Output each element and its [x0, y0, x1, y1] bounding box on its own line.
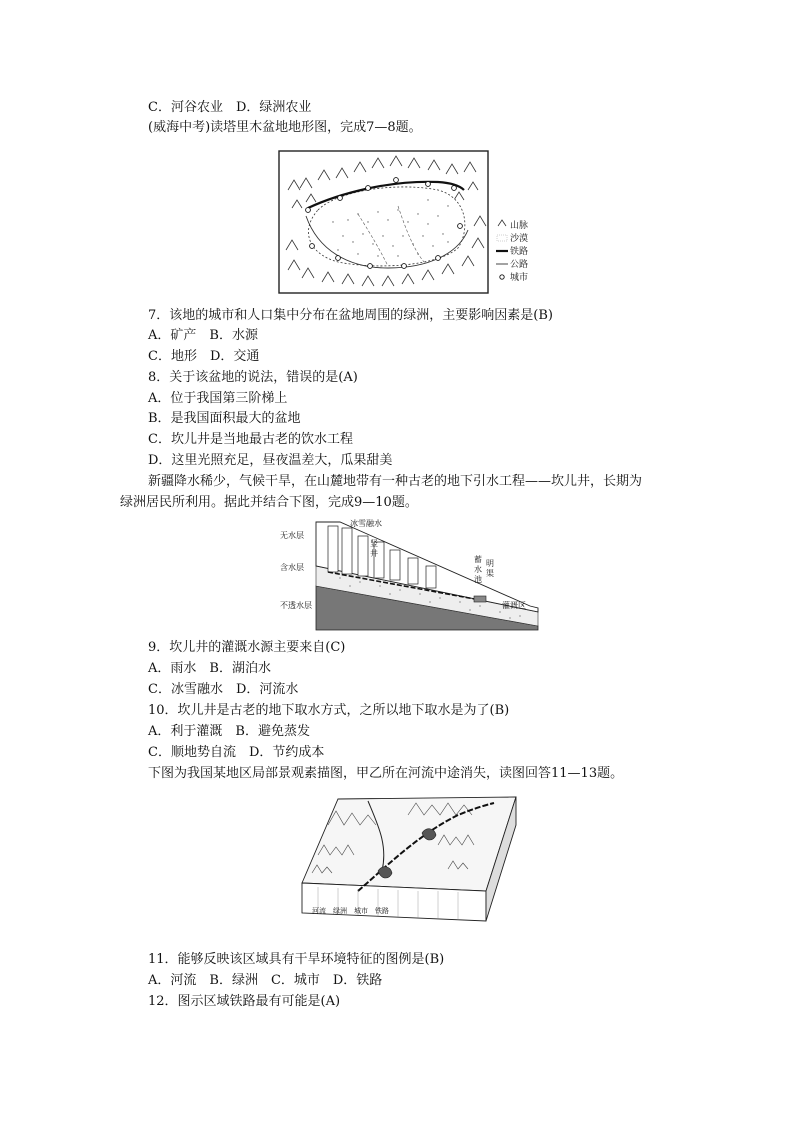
paragraph-karez-1: 新疆降水稀少，气候干旱，在山麓地带有一种古老的地下引水工程——坎儿井，长期为 [148, 474, 643, 489]
label-shaft-2: 井 [370, 549, 378, 558]
legend-city: 城市 [510, 273, 529, 283]
label-reservoir-3: 池 [474, 575, 482, 584]
landscape-legend: 河流 绿洲 城市 铁路 [312, 907, 389, 915]
question-12: 12．图示区域铁路最有可能是(A) [148, 994, 341, 1009]
label-dry-layer: 无水层 [280, 531, 304, 540]
label-reservoir-2: 水 [474, 565, 482, 574]
paragraph-karez-2: 绿洲居民所利用。据此并结合下图，完成9—10题。 [120, 495, 418, 510]
question-7-options-cd: C．地形 D．交通 [148, 349, 260, 364]
legend-railway: 铁路 [510, 247, 529, 257]
landscape-block-diagram [298, 795, 520, 937]
label-canal-2: 渠 [486, 569, 494, 578]
question-11-options: A．河流 B．绿洲 C．城市 D．铁路 [148, 973, 383, 988]
paragraph-landscape: 下图为我国某地区局部景观素描图，甲乙所在河流中途消失，读图回答11—13题。 [148, 766, 624, 781]
label-canal-1: 明 [486, 559, 494, 568]
question-10-options-ab: A．利于灌溉 B．避免蒸发 [148, 724, 310, 739]
question-11: 11．能够反映该区域具有干旱环境特征的图例是(B) [148, 952, 445, 967]
question-8-option-c: C．坎儿井是当地最古老的饮水工程 [148, 432, 353, 447]
intro-7-8: (威海中考)读塔里木盆地地形图，完成7—8题。 [148, 120, 422, 135]
block-top [302, 797, 516, 891]
question-7-options-ab: A．矿产 B．水源 [148, 328, 258, 343]
label-impermeable: 不透水层 [280, 601, 312, 610]
legend-desert: 沙漠 [510, 234, 529, 244]
legend-mountain-icon [498, 220, 506, 226]
question-9-options-ab: A．雨水 B．湖泊水 [148, 661, 271, 676]
legend-highway: 公路 [510, 260, 529, 270]
karez-diagram [280, 516, 542, 632]
question-8-option-d: D．这里光照充足，昼夜温差大，瓜果甜美 [148, 453, 393, 468]
question-8: 8．关于该盆地的说法，错误的是(A) [148, 370, 358, 385]
legend-mountain: 山脉 [510, 221, 529, 231]
question-9: 9．坎儿井的灌溉水源主要来自(C) [148, 640, 346, 655]
question-10: 10．坎儿井是古老的地下取水方式，之所以地下取水是为了(B) [148, 703, 510, 718]
tarim-basin-map [278, 150, 548, 294]
map-legend [496, 219, 528, 283]
label-aquifer: 含水层 [280, 563, 304, 572]
question-9-options-cd: C．冰雪融水 D．河流水 [148, 682, 299, 697]
label-reservoir-1: 蓄 [474, 555, 482, 564]
reservoir-icon [474, 596, 486, 602]
legend-city-icon [500, 275, 504, 279]
option-line-c-d: C．河谷农业 D．绿洲农业 [148, 100, 312, 115]
label-irrigation: 灌溉区 [502, 601, 526, 610]
label-snowmelt: 冰雪融水 [350, 519, 382, 528]
legend-desert-icon [497, 235, 507, 241]
question-8-option-a: A．位于我国第三阶梯上 [148, 391, 288, 406]
question-8-option-b: B．是我国面积最大的盆地 [148, 411, 301, 426]
label-shaft-1: 竖 [370, 539, 378, 548]
question-7: 7．该地的城市和人口集中分布在盆地周围的绿洲，主要影响因素是(B) [148, 308, 553, 323]
question-10-options-cd: C．顺地势自流 D．节约成本 [148, 745, 325, 760]
